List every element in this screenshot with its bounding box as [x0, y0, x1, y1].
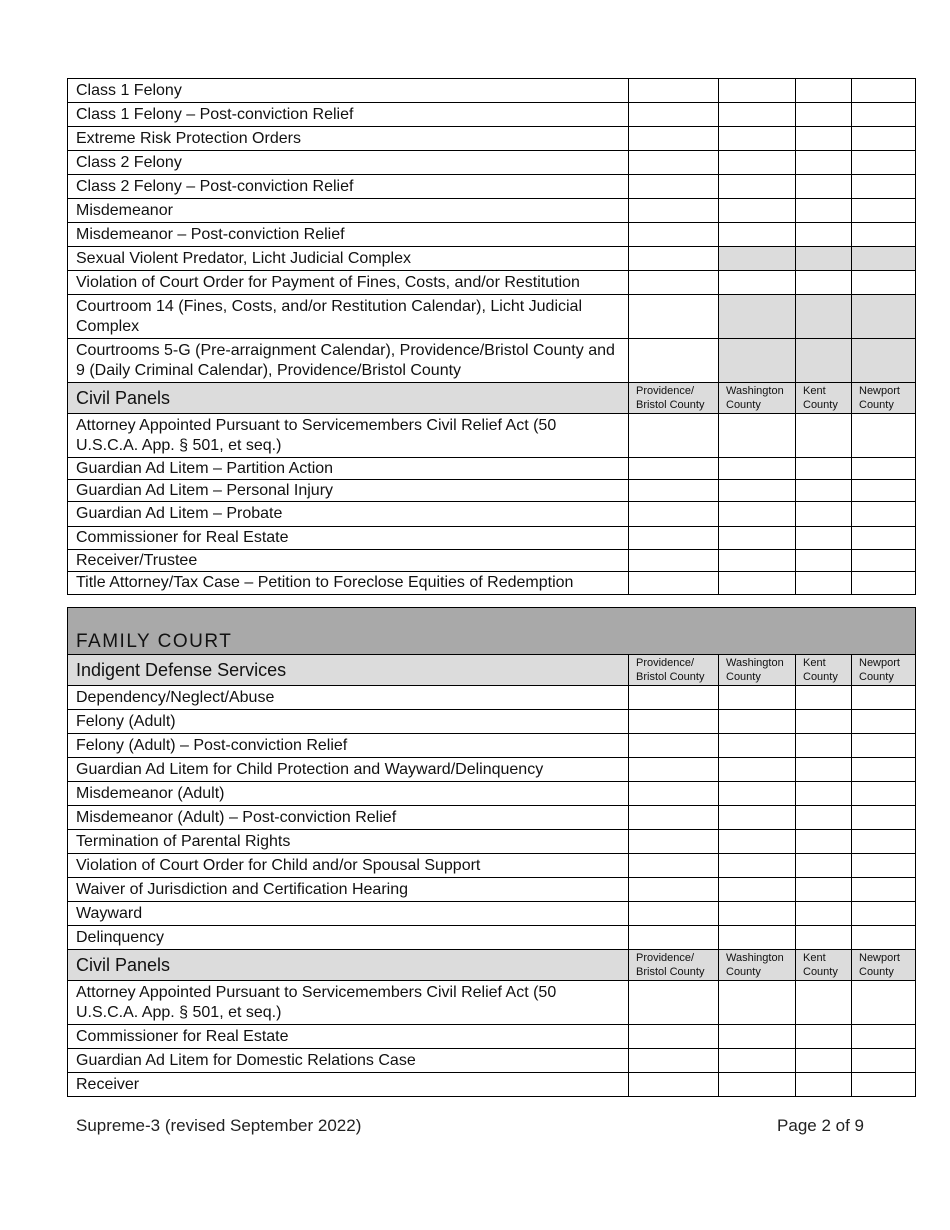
checkbox-cell-newport[interactable]: [852, 981, 916, 1025]
checkbox-cell-newport[interactable]: [852, 854, 916, 878]
table-row: [68, 502, 916, 527]
row-label: Dependency/Neglect/Abuse: [68, 686, 629, 710]
checkbox-cell-washington[interactable]: [719, 854, 796, 878]
checkbox-cell-kent[interactable]: [796, 981, 852, 1025]
checkbox-cell-kent[interactable]: [796, 550, 852, 572]
checkbox-cell-kent[interactable]: [796, 199, 852, 223]
checkbox-cell-newport[interactable]: [852, 480, 916, 502]
unavailable-cell: [796, 339, 852, 383]
table-row: [68, 151, 916, 175]
row-label: Misdemeanor – Post-conviction Relief: [68, 223, 629, 247]
unavailable-cell: [796, 295, 852, 339]
checkbox-cell-washington[interactable]: [719, 1073, 796, 1097]
table-row: [68, 127, 916, 151]
checkbox-cell-washington[interactable]: [719, 710, 796, 734]
row-label: Receiver: [68, 1073, 629, 1097]
checkbox-cell-newport[interactable]: [852, 502, 916, 527]
row-label: Misdemeanor: [68, 199, 629, 223]
checkbox-cell-washington[interactable]: [719, 550, 796, 572]
checkbox-cell-providence[interactable]: [629, 271, 719, 295]
row-label: Felony (Adult) – Post-conviction Relief: [68, 734, 629, 758]
checkbox-cell-washington[interactable]: [719, 458, 796, 480]
checkbox-cell-kent[interactable]: [796, 926, 852, 950]
checkbox-cell-providence[interactable]: [629, 527, 719, 550]
checkbox-cell-newport[interactable]: [852, 127, 916, 151]
row-label: Class 1 Felony – Post-conviction Relief: [68, 103, 629, 127]
checkbox-cell-kent[interactable]: [796, 830, 852, 854]
unavailable-cell: [796, 247, 852, 271]
family-court-table: [67, 607, 916, 1097]
checkbox-cell-newport[interactable]: [852, 175, 916, 199]
table-row: [68, 758, 916, 782]
row-label: Misdemeanor (Adult) – Post-conviction Relief: [68, 806, 629, 830]
table-row: [68, 79, 916, 103]
checkbox-cell-washington[interactable]: [719, 1025, 796, 1049]
checkbox-cell-kent[interactable]: [796, 1025, 852, 1049]
checkbox-cell-kent[interactable]: [796, 572, 852, 595]
checkbox-cell-newport[interactable]: [852, 79, 916, 103]
table-row: [68, 271, 916, 295]
checkbox-cell-newport[interactable]: [852, 103, 916, 127]
unavailable-cell: [719, 339, 796, 383]
checkbox-cell-providence[interactable]: [629, 782, 719, 806]
checkbox-cell-newport[interactable]: [852, 1025, 916, 1049]
table-row: [68, 878, 916, 902]
checkbox-cell-providence[interactable]: [629, 247, 719, 271]
checkbox-cell-washington[interactable]: [719, 686, 796, 710]
checkbox-cell-newport[interactable]: [852, 878, 916, 902]
checkbox-cell-washington[interactable]: [719, 878, 796, 902]
table-row: [68, 782, 916, 806]
checkbox-cell-washington[interactable]: [719, 175, 796, 199]
unavailable-cell: [852, 339, 916, 383]
checkbox-cell-washington[interactable]: [719, 151, 796, 175]
table-row: [68, 854, 916, 878]
county-header-washington: Washington County: [719, 950, 796, 981]
checkbox-cell-newport[interactable]: [852, 527, 916, 550]
table-row: [68, 175, 916, 199]
table-row: [68, 1073, 916, 1097]
county-header-washington: Washington County: [719, 383, 796, 414]
section-title: Civil Panels: [68, 950, 629, 981]
checkbox-cell-kent[interactable]: [796, 527, 852, 550]
checkbox-cell-washington[interactable]: [719, 271, 796, 295]
table-row: [68, 480, 916, 502]
checkbox-cell-kent[interactable]: [796, 878, 852, 902]
checkbox-cell-kent[interactable]: [796, 710, 852, 734]
checkbox-cell-newport[interactable]: [852, 830, 916, 854]
row-label: Courtrooms 5-G (Pre-arraignment Calendar), Providence/Bristol County and 9 (Daily Criminal Calendar), Providence/Bristol County: [68, 339, 629, 383]
section-title: Civil Panels: [68, 383, 629, 414]
checkbox-cell-washington[interactable]: [719, 223, 796, 247]
row-label: Courtroom 14 (Fines, Costs, and/or Restitution Calendar), Licht Judicial Complex: [68, 295, 629, 339]
row-label: Commissioner for Real Estate: [68, 1025, 629, 1049]
checkbox-cell-washington[interactable]: [719, 981, 796, 1025]
checkbox-cell-providence[interactable]: [629, 806, 719, 830]
table-row: [68, 295, 916, 339]
table-row: [68, 223, 916, 247]
checkbox-cell-washington[interactable]: [719, 806, 796, 830]
checkbox-cell-kent[interactable]: [796, 758, 852, 782]
table-row: [68, 550, 916, 572]
checkbox-cell-providence[interactable]: [629, 223, 719, 247]
checkbox-cell-newport[interactable]: [852, 1073, 916, 1097]
checkbox-cell-newport[interactable]: [852, 686, 916, 710]
checkbox-cell-washington[interactable]: [719, 1049, 796, 1073]
checkbox-cell-newport[interactable]: [852, 902, 916, 926]
table-row: [68, 103, 916, 127]
checkbox-cell-newport[interactable]: [852, 458, 916, 480]
county-header-kent: Kent County: [796, 950, 852, 981]
county-header-newport: Newport County: [852, 655, 916, 686]
checkbox-cell-providence[interactable]: [629, 572, 719, 595]
checkbox-cell-providence[interactable]: [629, 854, 719, 878]
checkbox-cell-providence[interactable]: [629, 199, 719, 223]
row-label: Guardian Ad Litem for Domestic Relations Case: [68, 1049, 629, 1073]
checkbox-cell-washington[interactable]: [719, 782, 796, 806]
checkbox-cell-providence[interactable]: [629, 926, 719, 950]
checkbox-cell-providence[interactable]: [629, 981, 719, 1025]
checkbox-cell-providence[interactable]: [629, 502, 719, 527]
checkbox-cell-providence[interactable]: [629, 758, 719, 782]
row-label: Class 1 Felony: [68, 79, 629, 103]
checkbox-cell-washington[interactable]: [719, 902, 796, 926]
row-label: Waiver of Jurisdiction and Certification Hearing: [68, 878, 629, 902]
row-label: Delinquency: [68, 926, 629, 950]
checkbox-cell-kent[interactable]: [796, 502, 852, 527]
checkbox-cell-providence[interactable]: [629, 902, 719, 926]
table-row: [68, 199, 916, 223]
table-row: [68, 247, 916, 271]
section-title: Indigent Defense Services: [68, 655, 629, 686]
checkbox-cell-providence[interactable]: [629, 79, 719, 103]
checkbox-cell-washington[interactable]: [719, 527, 796, 550]
checkbox-cell-washington[interactable]: [719, 79, 796, 103]
checkbox-cell-newport[interactable]: [852, 734, 916, 758]
table-row: [68, 527, 916, 550]
row-label: Title Attorney/Tax Case – Petition to Foreclose Equities of Redemption: [68, 572, 629, 595]
checkbox-cell-kent[interactable]: [796, 480, 852, 502]
row-label: Wayward: [68, 902, 629, 926]
section-header-row: [68, 950, 916, 981]
checkbox-cell-providence[interactable]: [629, 103, 719, 127]
checkbox-cell-newport[interactable]: [852, 806, 916, 830]
checkbox-cell-washington[interactable]: [719, 926, 796, 950]
checkbox-cell-providence[interactable]: [629, 710, 719, 734]
checkbox-cell-kent[interactable]: [796, 127, 852, 151]
court-banner-row: [68, 608, 916, 655]
checkbox-cell-kent[interactable]: [796, 79, 852, 103]
unavailable-cell: [852, 295, 916, 339]
checkbox-cell-newport[interactable]: [852, 926, 916, 950]
checkbox-cell-washington[interactable]: [719, 103, 796, 127]
county-header-newport: Newport County: [852, 383, 916, 414]
row-label: Class 2 Felony: [68, 151, 629, 175]
unavailable-cell: [719, 295, 796, 339]
checkbox-cell-washington[interactable]: [719, 199, 796, 223]
checkbox-cell-providence[interactable]: [629, 151, 719, 175]
checkbox-cell-newport[interactable]: [852, 572, 916, 595]
row-label: Violation of Court Order for Child and/or Spousal Support: [68, 854, 629, 878]
checkbox-cell-newport[interactable]: [852, 782, 916, 806]
checkbox-cell-providence[interactable]: [629, 550, 719, 572]
checkbox-cell-washington[interactable]: [719, 502, 796, 527]
row-label: Attorney Appointed Pursuant to Servicemembers Civil Relief Act (50 U.S.C.A. App. § 501, et seq.): [68, 414, 629, 458]
row-label: Commissioner for Real Estate: [68, 527, 629, 550]
checkbox-cell-providence[interactable]: [629, 339, 719, 383]
checkbox-cell-washington[interactable]: [719, 830, 796, 854]
table-row: [68, 902, 916, 926]
county-header-washington: Washington County: [719, 655, 796, 686]
county-header-newport: Newport County: [852, 950, 916, 981]
checkbox-cell-newport[interactable]: [852, 550, 916, 572]
table-row: [68, 734, 916, 758]
checkbox-cell-providence[interactable]: [629, 458, 719, 480]
table-row: [68, 1025, 916, 1049]
row-label: Guardian Ad Litem – Probate: [68, 502, 629, 527]
checkbox-cell-kent[interactable]: [796, 806, 852, 830]
row-label: Extreme Risk Protection Orders: [68, 127, 629, 151]
checkbox-cell-providence[interactable]: [629, 830, 719, 854]
checkbox-cell-providence[interactable]: [629, 1073, 719, 1097]
checkbox-cell-providence[interactable]: [629, 295, 719, 339]
checkbox-cell-washington[interactable]: [719, 480, 796, 502]
table-row: [68, 1049, 916, 1073]
unavailable-cell: [719, 247, 796, 271]
row-label: Violation of Court Order for Payment of Fines, Costs, and/or Restitution: [68, 271, 629, 295]
unavailable-cell: [852, 247, 916, 271]
superior-court-table: [67, 78, 916, 595]
checkbox-cell-washington[interactable]: [719, 127, 796, 151]
table-row: [68, 830, 916, 854]
checkbox-cell-kent[interactable]: [796, 1073, 852, 1097]
checkbox-cell-washington[interactable]: [719, 734, 796, 758]
checkbox-cell-providence[interactable]: [629, 1025, 719, 1049]
row-label: Guardian Ad Litem – Personal Injury: [68, 480, 629, 502]
section-header-row: [68, 383, 916, 414]
checkbox-cell-kent[interactable]: [796, 175, 852, 199]
row-label: Termination of Parental Rights: [68, 830, 629, 854]
checkbox-cell-kent[interactable]: [796, 271, 852, 295]
row-label: Misdemeanor (Adult): [68, 782, 629, 806]
checkbox-cell-providence[interactable]: [629, 480, 719, 502]
checkbox-cell-providence[interactable]: [629, 1049, 719, 1073]
checkbox-cell-newport[interactable]: [852, 271, 916, 295]
checkbox-cell-newport[interactable]: [852, 414, 916, 458]
checkbox-cell-washington[interactable]: [719, 758, 796, 782]
checkbox-cell-kent[interactable]: [796, 686, 852, 710]
table-row: [68, 458, 916, 480]
page-number: Page 2 of 9: [777, 1116, 864, 1135]
checkbox-cell-kent[interactable]: [796, 223, 852, 247]
form-revision-label: Supreme-3 (revised September 2022): [76, 1116, 362, 1135]
section-header-row: [68, 655, 916, 686]
checkbox-cell-newport[interactable]: [852, 758, 916, 782]
table-row: [68, 806, 916, 830]
checkbox-cell-providence[interactable]: [629, 878, 719, 902]
checkbox-cell-washington[interactable]: [719, 572, 796, 595]
checkbox-cell-providence[interactable]: [629, 175, 719, 199]
checkbox-cell-providence[interactable]: [629, 734, 719, 758]
county-header-kent: Kent County: [796, 383, 852, 414]
county-header-kent: Kent County: [796, 655, 852, 686]
checkbox-cell-kent[interactable]: [796, 103, 852, 127]
checkbox-cell-newport[interactable]: [852, 710, 916, 734]
row-label: Guardian Ad Litem for Child Protection and Wayward/Delinquency: [68, 758, 629, 782]
checkbox-cell-newport[interactable]: [852, 151, 916, 175]
row-label: Class 2 Felony – Post-conviction Relief: [68, 175, 629, 199]
checkbox-cell-kent[interactable]: [796, 902, 852, 926]
checkbox-cell-newport[interactable]: [852, 223, 916, 247]
checkbox-cell-providence[interactable]: [629, 686, 719, 710]
checkbox-cell-providence[interactable]: [629, 414, 719, 458]
court-title: FAMILY COURT: [68, 608, 916, 655]
row-label: Guardian Ad Litem – Partition Action: [68, 458, 629, 480]
checkbox-cell-kent[interactable]: [796, 782, 852, 806]
table-row: [68, 339, 916, 383]
checkbox-cell-kent[interactable]: [796, 151, 852, 175]
checkbox-cell-kent[interactable]: [796, 734, 852, 758]
checkbox-cell-kent[interactable]: [796, 458, 852, 480]
table-row: [68, 572, 916, 595]
checkbox-cell-kent[interactable]: [796, 1049, 852, 1073]
checkbox-cell-washington[interactable]: [719, 414, 796, 458]
row-label: Felony (Adult): [68, 710, 629, 734]
checkbox-cell-kent[interactable]: [796, 854, 852, 878]
table-row: [68, 686, 916, 710]
table-row: [68, 710, 916, 734]
county-header-providence: Providence/ Bristol County: [629, 950, 719, 981]
table-row: [68, 926, 916, 950]
table-row: [68, 981, 916, 1025]
table-row: [68, 414, 916, 458]
checkbox-cell-newport[interactable]: [852, 199, 916, 223]
county-header-providence: Providence/ Bristol County: [629, 383, 719, 414]
checkbox-cell-kent[interactable]: [796, 414, 852, 458]
checkbox-cell-providence[interactable]: [629, 127, 719, 151]
county-header-providence: Providence/ Bristol County: [629, 655, 719, 686]
row-label: Receiver/Trustee: [68, 550, 629, 572]
row-label: Sexual Violent Predator, Licht Judicial Complex: [68, 247, 629, 271]
row-label: Attorney Appointed Pursuant to Servicemembers Civil Relief Act (50 U.S.C.A. App. § 501, et seq.): [68, 981, 629, 1025]
checkbox-cell-newport[interactable]: [852, 1049, 916, 1073]
